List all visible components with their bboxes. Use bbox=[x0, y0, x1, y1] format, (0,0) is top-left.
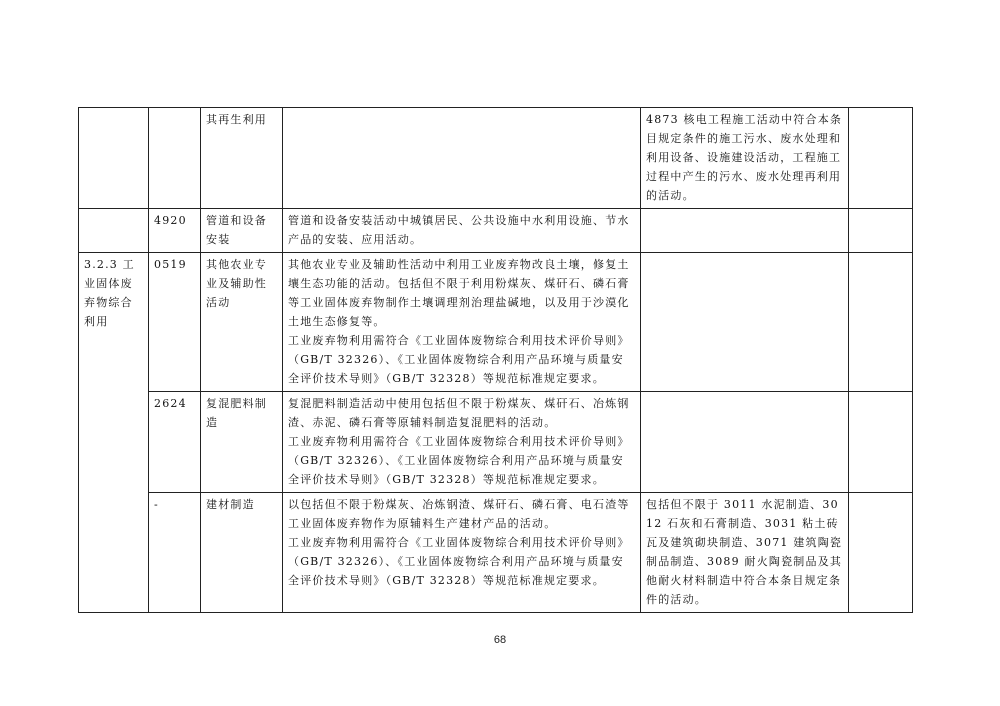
category-cell: 3.2.3 工业固体废弃物综合利用 bbox=[79, 253, 149, 613]
code-cell: 0519 bbox=[149, 253, 201, 392]
standards-paragraph: 工业废弃物利用需符合《工业固体废物综合利用技术评价导则》（GB/T 32326）、《工业固体废物综合利用产品环境与质量安全评价技术导则》（GB/T 32328）等规范标准规定要求。 bbox=[288, 435, 630, 486]
extra-cell bbox=[849, 108, 913, 209]
description-cell bbox=[283, 209, 641, 253]
note-cell bbox=[641, 209, 849, 253]
name-cell: 其再生利用 bbox=[201, 108, 283, 209]
table-row bbox=[79, 108, 913, 209]
description-paragraph: 复混肥料制造活动中使用包括但不限于粉煤灰、煤矸石、冶炼钢渣、赤泥、磷石膏等原辅料制造复混肥料的活动。 bbox=[288, 397, 630, 429]
standards-paragraph: 工业废弃物利用需符合《工业固体废物综合利用技术评价导则》（GB/T 32326）、《工业固体废物综合利用产品环境与质量安全评价技术导则》（GB/T 32328）等规范标准规定要求。 bbox=[288, 334, 630, 385]
table-row bbox=[79, 209, 913, 253]
page-number: 68 bbox=[493, 634, 507, 646]
name-cell: 复混肥料制造 bbox=[201, 392, 283, 493]
description-paragraph: 管道和设备安装活动中城镇居民、公共设施中水利用设施、节水产品的安装、应用活动。 bbox=[288, 214, 630, 246]
code-cell bbox=[149, 108, 201, 209]
description-cell bbox=[283, 493, 641, 613]
table-row bbox=[79, 493, 913, 613]
note-cell: 包括但不限于 3011 水泥制造、3012 石灰和石膏制造、3031 粘土砖瓦及建筑砌块制造、3071 建筑陶瓷制品制造、3089 耐火陶瓷制品及其他耐火材料制造中符合本条目规定条件的活动。 bbox=[641, 493, 849, 613]
standards-paragraph: 工业废弃物利用需符合《工业固体废物综合利用技术评价导则》（GB/T 32326）、《工业固体废物综合利用产品环境与质量安全评价技术导则》（GB/T 32328）等规范标准规定要求。 bbox=[288, 536, 630, 587]
classification-table bbox=[78, 107, 913, 613]
name-cell: 建材制造 bbox=[201, 493, 283, 613]
table-row bbox=[79, 392, 913, 493]
code-cell: - bbox=[149, 493, 201, 613]
code-cell: 4920 bbox=[149, 209, 201, 253]
description-cell bbox=[283, 108, 641, 209]
name-cell: 其他农业专业及辅助性活动 bbox=[201, 253, 283, 392]
table-row bbox=[79, 253, 913, 392]
note-cell bbox=[641, 253, 849, 392]
description-paragraph: 其他农业专业及辅助性活动中利用工业废弃物改良土壤，修复土壤生态功能的活动。包括但不限于利用粉煤灰、煤矸石、磷石膏等工业固体废弃物制作土壤调理剂治理盐碱地，以及用于沙漠化土地生态修复等。 bbox=[288, 258, 630, 328]
category-cell bbox=[79, 108, 149, 209]
extra-cell bbox=[849, 253, 913, 392]
code-cell: 2624 bbox=[149, 392, 201, 493]
extra-cell bbox=[849, 209, 913, 253]
category-cell bbox=[79, 209, 149, 253]
note-cell bbox=[641, 392, 849, 493]
description-paragraph: 以包括但不限于粉煤灰、冶炼钢渣、煤矸石、磷石膏、电石渣等工业固体废弃物作为原辅料生产建材产品的活动。 bbox=[288, 498, 630, 530]
name-cell: 管道和设备安装 bbox=[201, 209, 283, 253]
description-cell bbox=[283, 392, 641, 493]
description-cell bbox=[283, 253, 641, 392]
extra-cell bbox=[849, 392, 913, 493]
note-cell: 4873 核电工程施工活动中符合本条目规定条件的施工污水、废水处理和利用设备、设施建设活动，工程施工过程中产生的污水、废水处理再利用的活动。 bbox=[641, 108, 849, 209]
extra-cell bbox=[849, 493, 913, 613]
